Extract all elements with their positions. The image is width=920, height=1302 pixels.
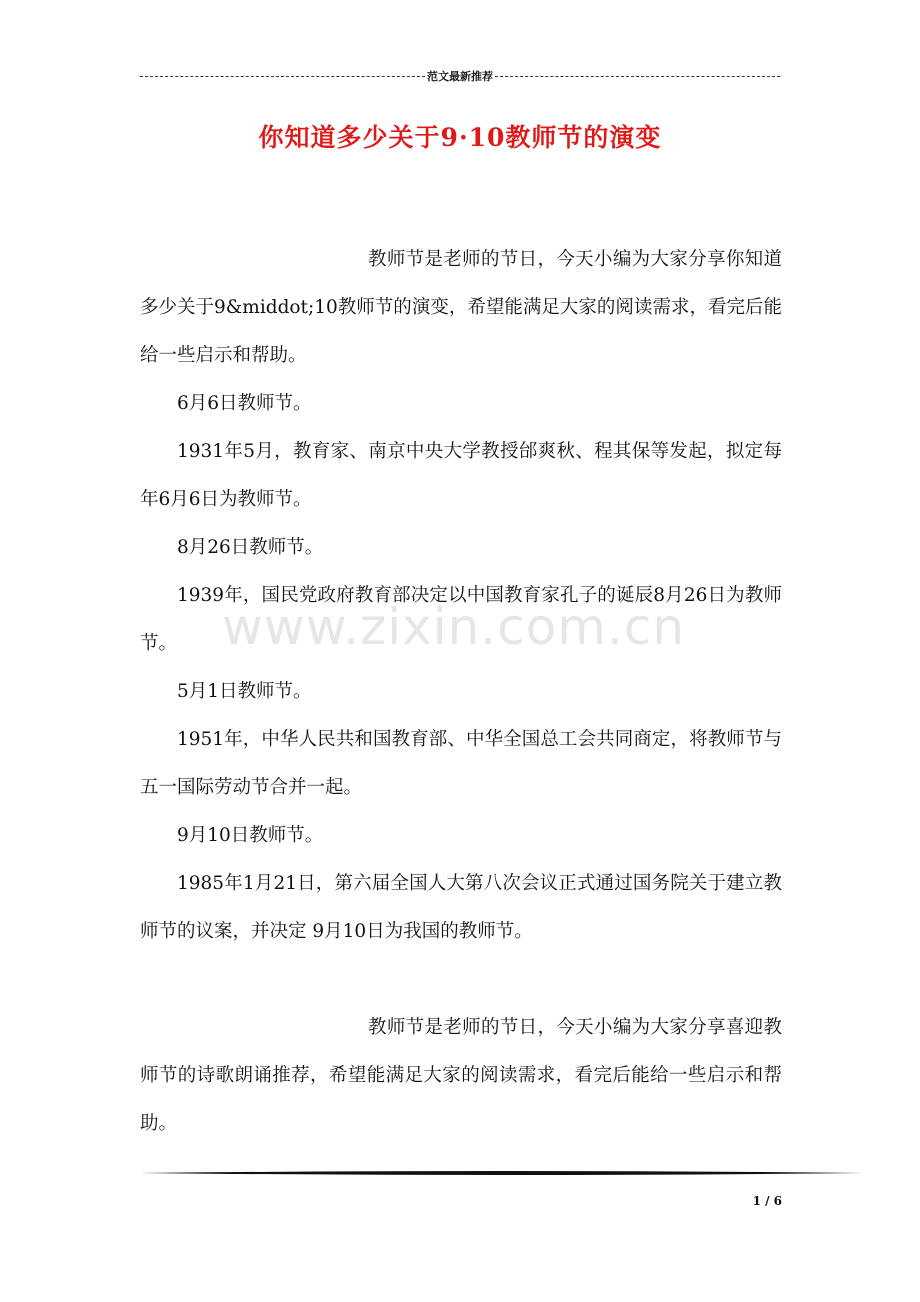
paragraph-heading-september: 9月10日教师节。 bbox=[177, 825, 324, 846]
header-dash-left bbox=[140, 76, 425, 77]
header-label: 范文最新推荐 bbox=[427, 70, 493, 83]
document-title: 你知道多少关于9·10教师节的演变 bbox=[258, 123, 662, 152]
paragraph-gap bbox=[140, 956, 782, 1004]
paragraph-heading-may: 5月1日教师节。 bbox=[177, 681, 312, 702]
header-dash-right bbox=[495, 76, 780, 77]
paragraph-heading-june: 6月6日教师节。 bbox=[177, 393, 312, 414]
paragraph-intro: 教师节是老师的节日，今天小编为大家分享你知道多少关于9&middot;10教师节的演变，希望能满足大家的阅读需求，看完后能给一些启示和帮助。 bbox=[140, 249, 782, 366]
paragraph-may: 1951年，中华人民共和国教育部、中华全国总工会共同商定，将教师节与五一国际劳动节合并一起。 bbox=[140, 729, 782, 798]
document-body bbox=[140, 236, 782, 1148]
paragraph-intro-second: 教师节是老师的节日，今天小编为大家分享喜迎教师节的诗歌朗诵推荐，希望能满足大家的阅读需求，看完后能给一些启示和帮助。 bbox=[140, 1017, 782, 1134]
watermark: www.zixin.com.cn bbox=[222, 598, 686, 656]
footer-rule bbox=[140, 1170, 864, 1176]
paragraph-september: 1985年1月21日，第六届全国人大第八次会议正式通过国务院关于建立教师节的议案，并决定 9月10日为我国的教师节。 bbox=[140, 873, 782, 942]
paragraph-heading-august: 8月26日教师节。 bbox=[177, 537, 324, 558]
paragraph-june: 1931年5月，教育家、南京中央大学教授邰爽秋、程其保等发起，拟定每年6月6日为教师节。 bbox=[140, 441, 782, 510]
page-header bbox=[140, 66, 780, 86]
paragraph-august: 1939年，国民党政府教育部决定以中国教育家孔子的诞辰8月26日为教师节。 bbox=[140, 585, 782, 654]
page-number: 1 / 6 bbox=[752, 1194, 782, 1208]
